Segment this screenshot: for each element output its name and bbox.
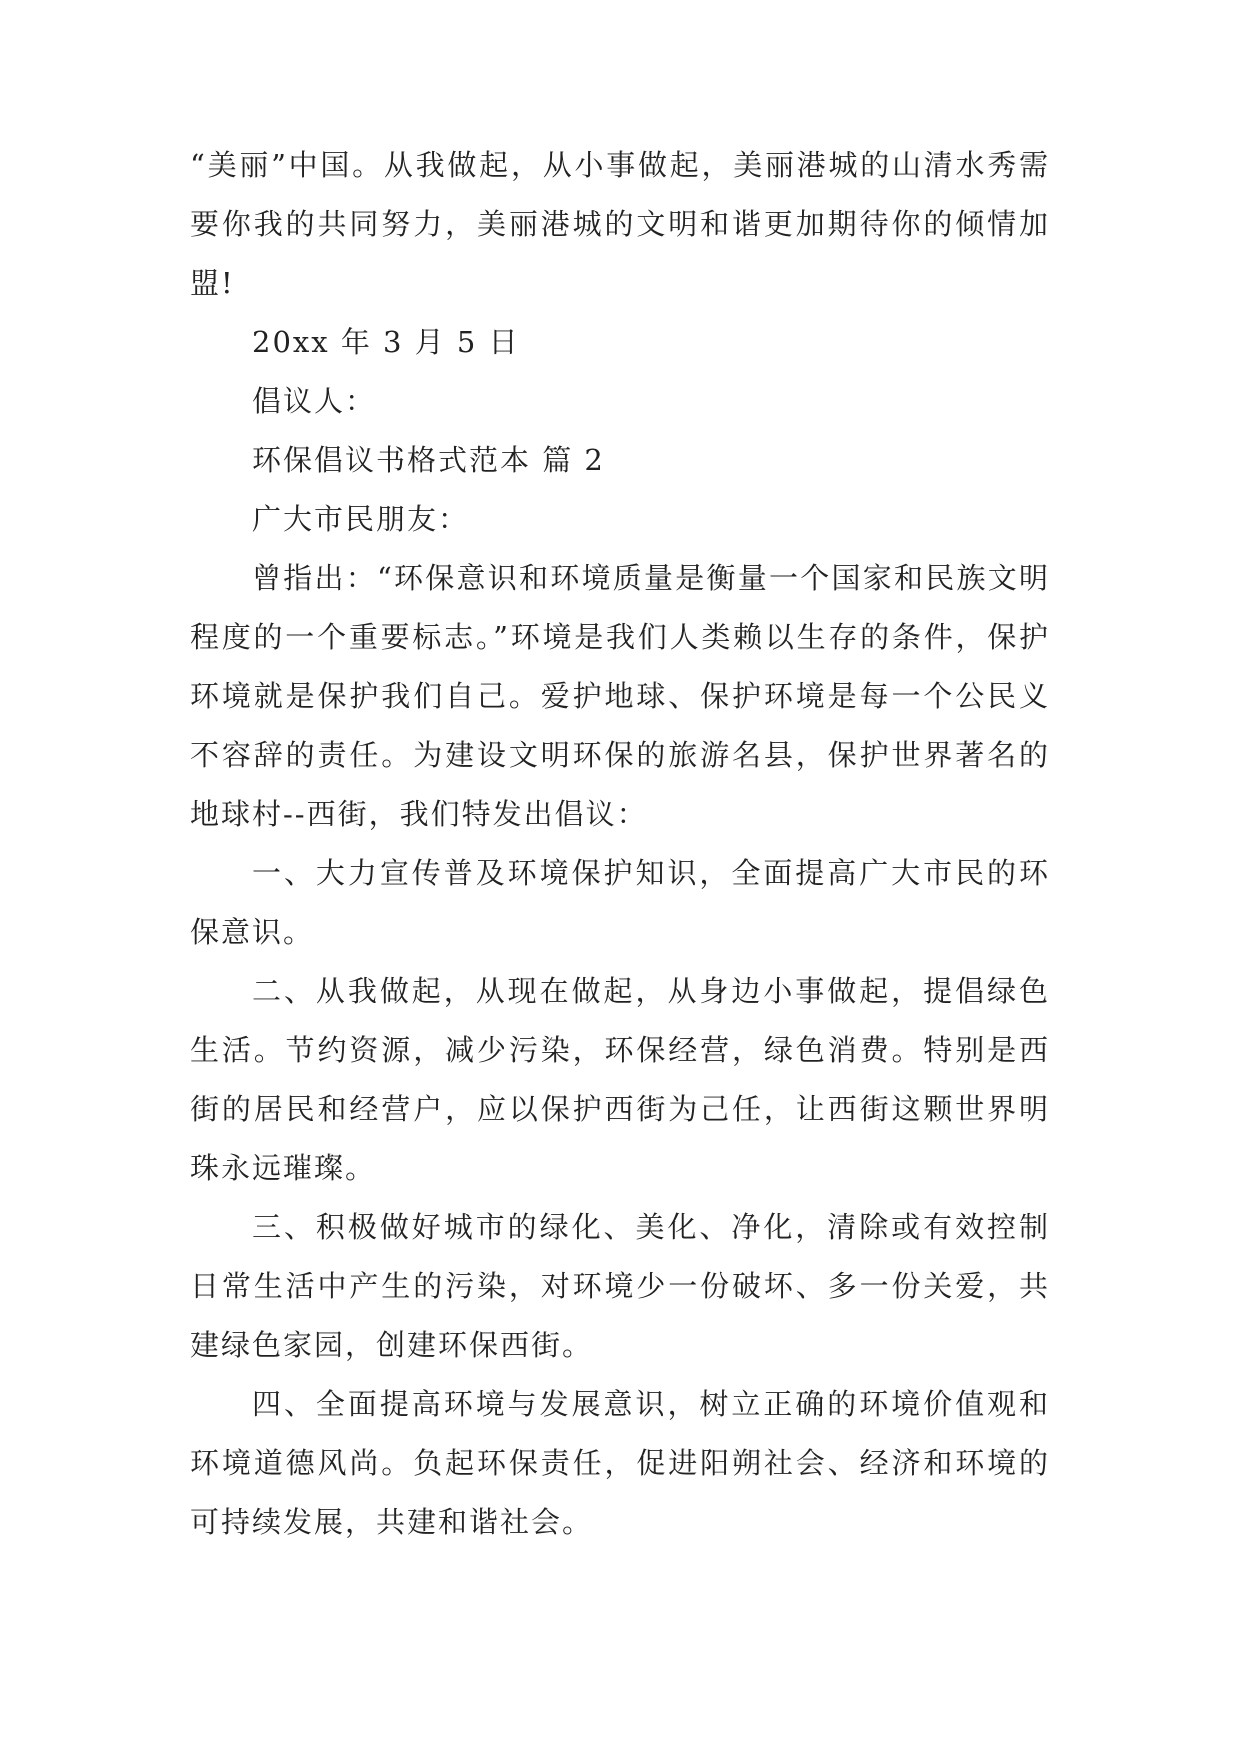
paragraph-salutation: 广大市民朋友： <box>252 502 470 536</box>
paragraph-item-1: 一、大力宣传普及环境保护知识，全面提高广大市民的环保意识。 <box>190 856 1050 949</box>
paragraph-item-2: 二、从我做起，从现在做起，从身边小事做起，提倡绿色生活。节约资源，减少污染，环保经营，绿色消费。特别是西街的居民和经营户，应以保护西街为己任，让西街这颗世界明珠永远璀璨。 <box>190 974 1050 1185</box>
paragraph-item-4: 四、全面提高环境与发展意识，树立正确的环境价值观和环境道德风尚。负起环保责任，促进阳朔社会、经济和环境的可持续发展，共建和谐社会。 <box>190 1387 1050 1539</box>
paragraph-signatory: 倡议人： <box>252 384 377 418</box>
paragraph-closing-text: “美丽”中国。从我做起，从小事做起，美丽港城的山清水秀需要你我的共同努力，美丽港城的文明和谐更加期待你的倾情加盟! <box>190 148 1050 300</box>
paragraph-intro: 曾指出：“环保意识和环境质量是衡量一个国家和民族文明程度的一个重要标志。”环境是我们人类赖以生存的条件，保护环境就是保护我们自己。爱护地球、保护环境是每一个公民义不容辞的责任。为建设文明环保的旅游名县，保护世界著名的地球村--西街，我们特发出倡议： <box>190 561 1050 831</box>
document-body <box>190 136 1050 1552</box>
paragraph-item-3: 三、积极做好城市的绿化、美化、净化，清除或有效控制日常生活中产生的污染，对环境少一份破坏、多一份关爱，共建绿色家园，创建环保西街。 <box>190 1210 1050 1362</box>
section-title: 环保倡议书格式范本 篇 2 <box>252 443 605 477</box>
paragraph-date: 20xx 年 3 月 5 日 <box>252 325 520 359</box>
